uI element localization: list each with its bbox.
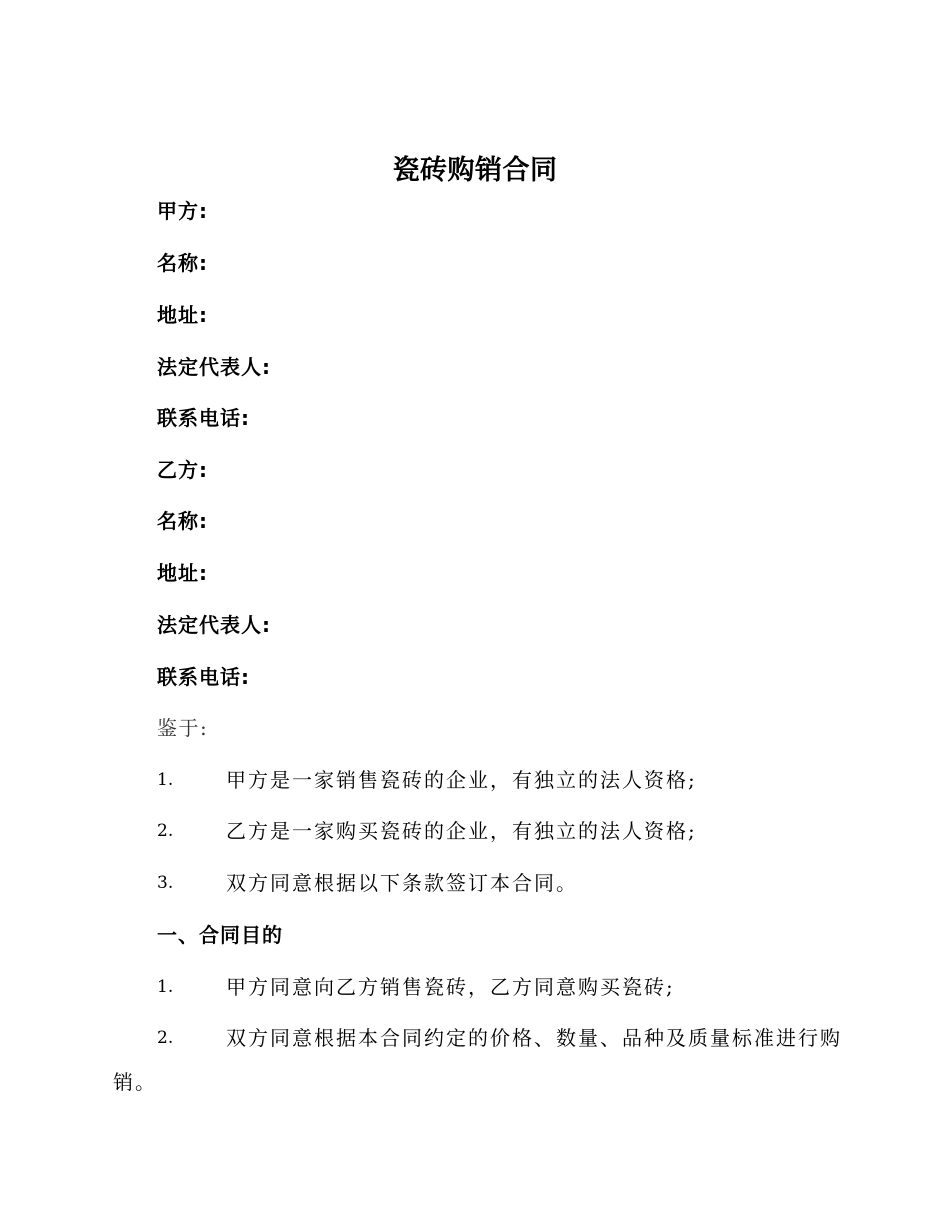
party-a-phone-label: 联系电话:	[157, 406, 250, 430]
section-item-text: 甲方同意向乙方销售瓷砖，乙方同意购买瓷砖;	[226, 975, 675, 999]
section-item-number: 1.	[157, 977, 174, 997]
whereas-label: 鉴于:	[157, 716, 209, 740]
party-b-name-label: 名称:	[157, 509, 208, 533]
whereas-item-text: 乙方是一家购买瓷砖的企业，有独立的法人资格;	[226, 819, 697, 843]
party-a-name-label: 名称:	[157, 251, 208, 275]
party-b-address-label: 地址:	[157, 561, 208, 585]
document-title: 瓷砖购销合同	[392, 155, 558, 186]
whereas-item-number: 2.	[157, 821, 174, 841]
whereas-item-text: 甲方是一家销售瓷砖的企业，有独立的法人资格;	[226, 768, 697, 792]
section-item-number: 2.	[157, 1028, 174, 1048]
whereas-item-number: 1.	[157, 770, 174, 790]
section-item-text: 双方同意根据本合同约定的价格、数量、品种及质量标准进行购	[226, 1026, 842, 1050]
party-a-address-label: 地址:	[157, 303, 208, 327]
party-b-legal-rep-label: 法定代表人:	[157, 613, 271, 637]
party-b-heading: 乙方:	[157, 458, 208, 482]
party-a-heading: 甲方:	[157, 199, 208, 223]
whereas-item-text: 双方同意根据以下条款签订本合同。	[226, 871, 578, 895]
section-heading: 一、合同目的	[157, 923, 283, 947]
party-b-phone-label: 联系电话:	[157, 665, 250, 689]
section-item-continuation: 销。	[113, 1070, 157, 1094]
whereas-item-number: 3.	[157, 873, 174, 893]
party-a-legal-rep-label: 法定代表人:	[157, 355, 271, 379]
